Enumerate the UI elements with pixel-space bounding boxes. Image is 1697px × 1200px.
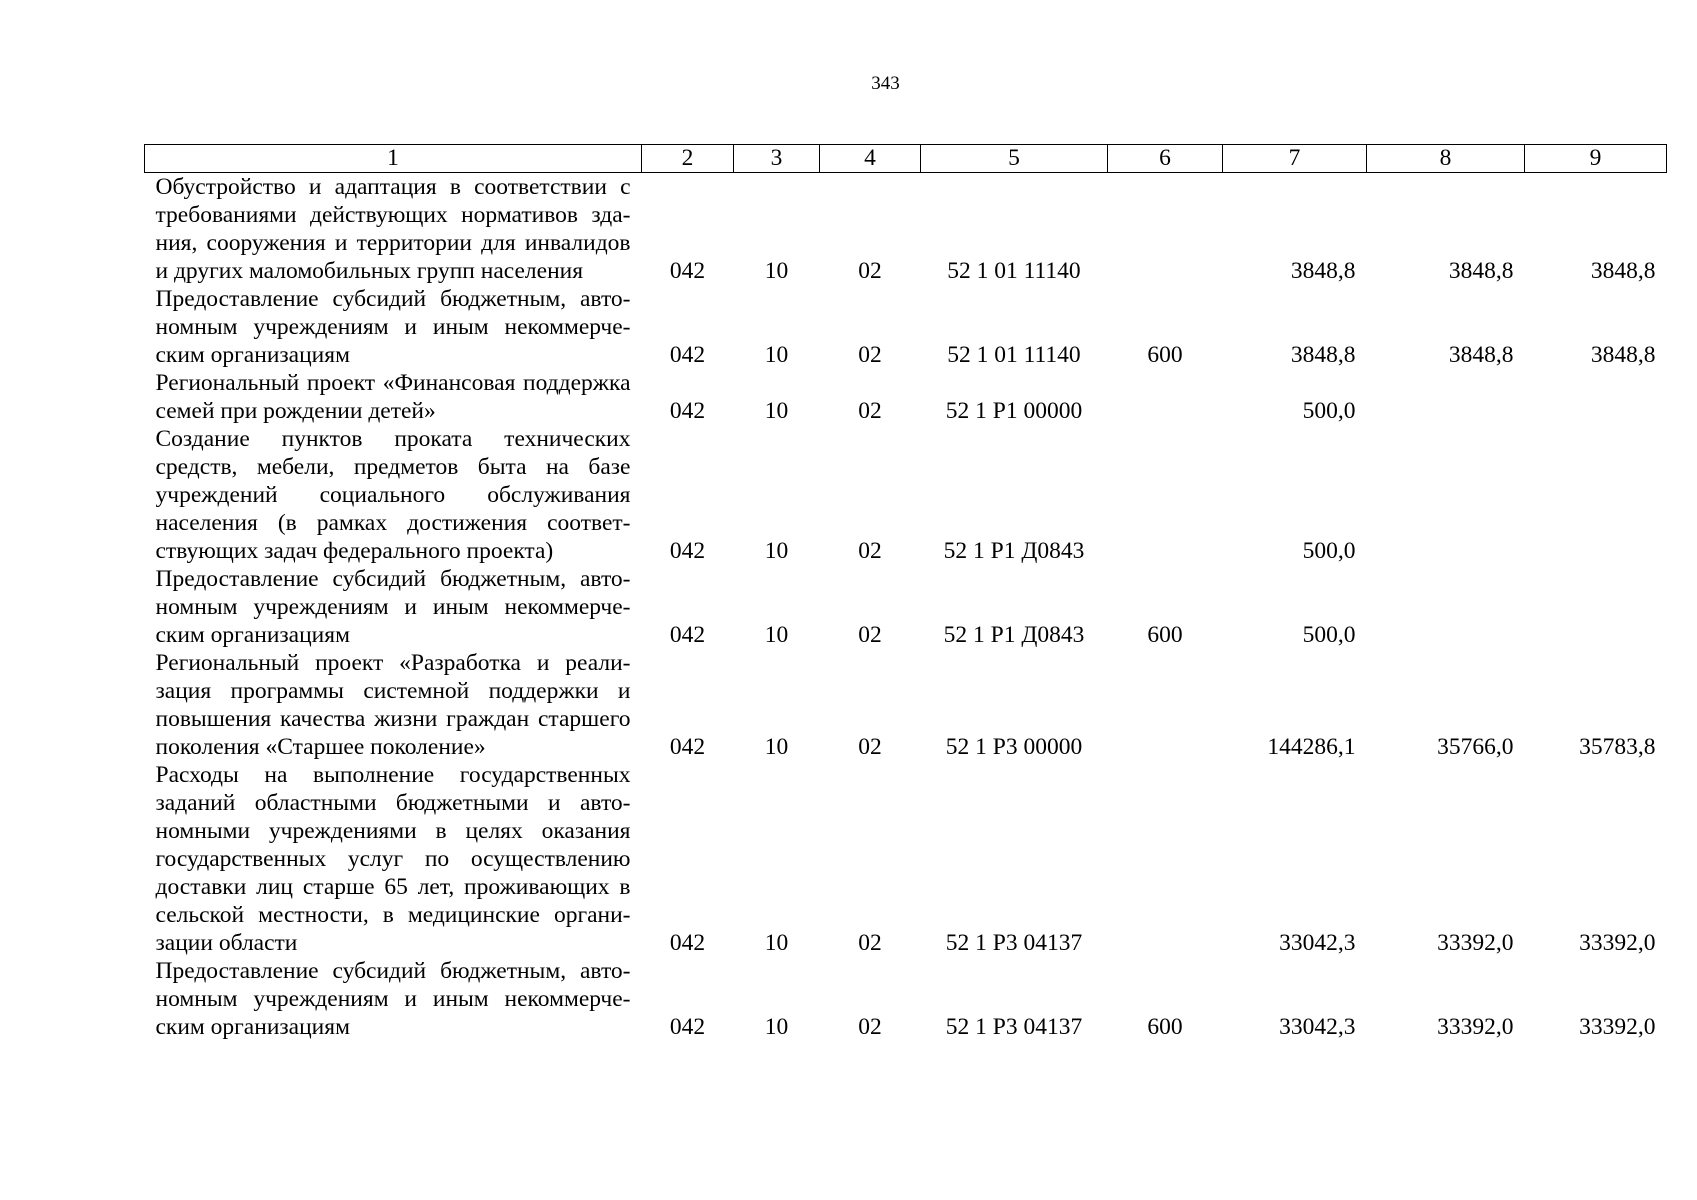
table-row: [145, 649, 1667, 761]
row-amount-8: 3848,8: [1448, 342, 1514, 368]
row-subsection-code: 02: [858, 622, 882, 648]
row-subsection-code: 02: [858, 538, 882, 564]
row-section-code: 10: [764, 398, 789, 424]
row-amount-8: 33392,0: [1437, 1014, 1514, 1040]
page-number: 343: [871, 73, 900, 94]
row-name: Региональный проект «Финансовая поддержка семей при рождении детей»: [155, 370, 631, 424]
table-row: [145, 285, 1667, 369]
budget-table: [144, 144, 1667, 1041]
row-subsection-code: 02: [858, 734, 882, 760]
row-amount-8: 3848,8: [1448, 258, 1514, 284]
row-expense-type: 600: [1147, 622, 1183, 648]
row-ministry-code: 042: [669, 538, 706, 564]
row-amount-9: [1525, 369, 1667, 425]
row-name: Обустройство и адаптация в соответствии с требованиями действующих нормативов здания, сооружения и территории для инвалидов и других маломобильных групп населения: [155, 174, 631, 284]
row-target-article: 52 1 01 11140: [947, 342, 1081, 368]
row-ministry-code: 042: [669, 1014, 706, 1040]
header-col-8: 8: [1367, 145, 1525, 173]
table-row: [145, 761, 1667, 957]
table-row: [145, 565, 1667, 649]
row-name: Предоставление субсидий бюджетным, автономным учреждениям и иным некоммерческим организациям: [155, 566, 631, 648]
row-target-article: 52 1 Р3 04137: [945, 930, 1083, 956]
table-header: [145, 145, 1667, 173]
row-ministry-code: 042: [669, 930, 706, 956]
row-expense-type: 600: [1147, 342, 1183, 368]
row-section-code: 10: [764, 342, 789, 368]
row-expense-type: [1108, 425, 1223, 565]
row-section-code: 10: [764, 258, 789, 284]
row-target-article: 52 1 01 11140: [947, 258, 1081, 284]
row-amount-8: 35766,0: [1437, 734, 1514, 760]
row-section-code: 10: [764, 734, 789, 760]
row-amount-8: [1367, 565, 1525, 649]
row-amount-9: 3848,8: [1590, 258, 1656, 284]
row-ministry-code: 042: [669, 622, 706, 648]
row-name: Создание пунктов проката технических средств, мебели, предметов быта на базе учреждений социального обслуживания населения (в рамках достижения соответствующих задач федерального проекта): [155, 426, 631, 564]
row-target-article: 52 1 Р1 Д0843: [943, 538, 1085, 564]
row-name: Расходы на выполнение государственных заданий областными бюджетными и автономными учреждениями в целях оказания государственных услуг по осуществлению доставки лиц старше 65 лет, проживающих в сельской местности, в медицинские организации области: [155, 762, 631, 956]
header-col-6: 6: [1108, 145, 1223, 173]
row-subsection-code: 02: [858, 1014, 882, 1040]
row-target-article: 52 1 Р3 00000: [945, 734, 1083, 760]
row-name: Предоставление субсидий бюджетным, автономным учреждениям и иным некоммерческим организациям: [155, 958, 631, 1040]
row-amount-7: 144286,1: [1267, 734, 1356, 760]
row-expense-type: 600: [1147, 1014, 1183, 1040]
row-amount-7: 500,0: [1302, 398, 1356, 424]
row-ministry-code: 042: [669, 342, 706, 368]
row-section-code: 10: [764, 622, 789, 648]
row-amount-9: [1525, 425, 1667, 565]
row-expense-type: [1108, 649, 1223, 761]
row-amount-7: 500,0: [1302, 622, 1356, 648]
row-name: Предоставление субсидий бюджетным, автономным учреждениям и иным некоммерческим организациям: [155, 286, 631, 368]
row-section-code: 10: [764, 538, 789, 564]
table-row: [145, 425, 1667, 565]
table-body: [145, 173, 1667, 1042]
table-row: [145, 369, 1667, 425]
row-amount-9: 35783,8: [1579, 734, 1656, 760]
header-row: [145, 145, 1667, 173]
row-section-code: 10: [764, 1014, 789, 1040]
row-amount-8: 33392,0: [1437, 930, 1514, 956]
row-target-article: 52 1 Р1 00000: [945, 398, 1083, 424]
table-row: [145, 957, 1667, 1041]
header-col-7: 7: [1223, 145, 1367, 173]
row-amount-9: 33392,0: [1579, 930, 1656, 956]
header-col-4: 4: [820, 145, 921, 173]
row-expense-type: [1108, 173, 1223, 286]
row-expense-type: [1108, 369, 1223, 425]
row-amount-7: 33042,3: [1279, 1014, 1356, 1040]
row-amount-8: [1367, 425, 1525, 565]
header-col-9: 9: [1525, 145, 1667, 173]
row-amount-7: 500,0: [1302, 538, 1356, 564]
row-target-article: 52 1 Р3 04137: [945, 1014, 1083, 1040]
row-ministry-code: 042: [669, 258, 706, 284]
row-amount-8: [1367, 369, 1525, 425]
row-amount-7: 33042,3: [1279, 930, 1356, 956]
row-expense-type: [1108, 761, 1223, 957]
row-amount-9: 3848,8: [1590, 342, 1656, 368]
header-col-2: 2: [642, 145, 734, 173]
row-name: Региональный проект «Разработка и реализация программы системной поддержки и повышения качества жизни граждан старшего поколения «Старшее поколение»: [155, 650, 631, 760]
header-col-5: 5: [921, 145, 1108, 173]
row-target-article: 52 1 Р1 Д0843: [943, 622, 1085, 648]
header-col-3: 3: [734, 145, 820, 173]
row-subsection-code: 02: [858, 342, 882, 368]
table-row: [145, 173, 1667, 286]
row-subsection-code: 02: [858, 258, 882, 284]
row-ministry-code: 042: [669, 398, 706, 424]
row-amount-7: 3848,8: [1290, 258, 1356, 284]
header-col-1: 1: [145, 145, 642, 173]
row-subsection-code: 02: [858, 930, 882, 956]
row-amount-9: [1525, 565, 1667, 649]
row-subsection-code: 02: [858, 398, 882, 424]
row-section-code: 10: [764, 930, 789, 956]
row-amount-7: 3848,8: [1290, 342, 1356, 368]
row-amount-9: 33392,0: [1579, 1014, 1656, 1040]
row-ministry-code: 042: [669, 734, 706, 760]
